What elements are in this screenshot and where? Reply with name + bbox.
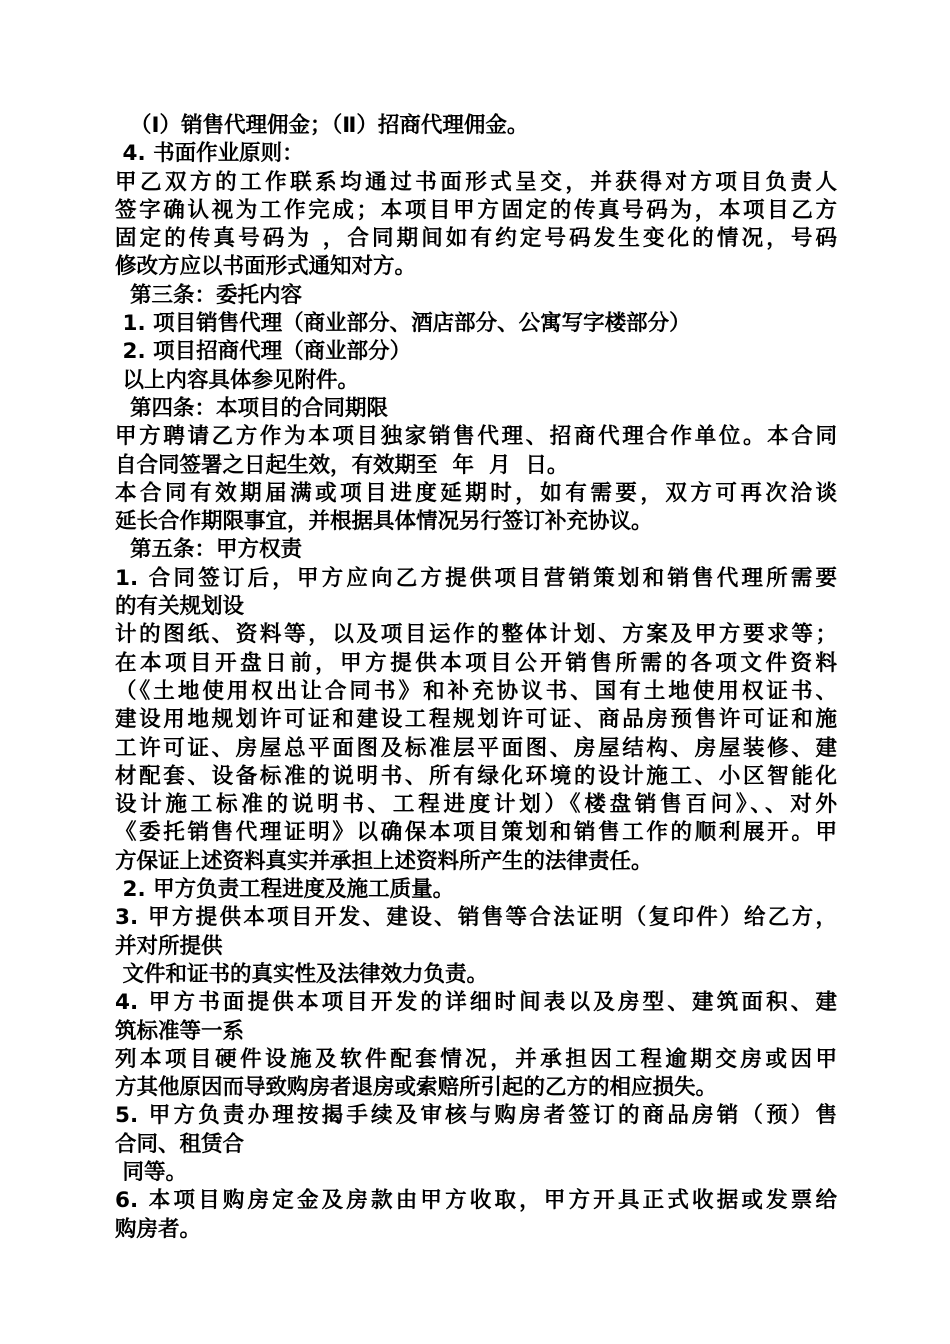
document-line: 购房者。 bbox=[115, 1216, 202, 1242]
document-line: 在本项目开盘日前，甲方提供本项目公开销售所需的各项文件资料 bbox=[115, 650, 837, 676]
document-line: 1. 项目销售代理（商业部分、酒店部分、公寓写字楼部分） bbox=[115, 311, 691, 337]
document-line: 自合同签署之日起生效，有效期至 年 月 日。 bbox=[115, 452, 569, 478]
document-line: 方保证上述资料真实并承担上述资料所产生的法律责任。 bbox=[115, 848, 653, 874]
document-line: 并对所提供 bbox=[115, 933, 223, 959]
document-line: 5. 甲方负责办理按揭手续及审核与购房者签订的商品房销（预）售 bbox=[115, 1103, 837, 1129]
document-line: 甲乙双方的工作联系均通过书面形式呈交，并获得对方项目负责人 bbox=[115, 169, 837, 195]
document-line: 第三条：委托内容 bbox=[115, 282, 302, 308]
document-line: 修改方应以书面形式通知对方。 bbox=[115, 254, 417, 280]
document-line: 列本项目硬件设施及软件配套情况，并承担因工程逾期交房或因甲 bbox=[115, 1046, 837, 1072]
document-line: 甲方聘请乙方作为本项目独家销售代理、招商代理合作单位。本合同 bbox=[115, 424, 837, 450]
document-line: 1. 合同签订后，甲方应向乙方提供项目营销策划和销售代理所需要 bbox=[115, 565, 837, 591]
document-line: 3. 甲方提供本项目开发、建设、销售等合法证明（复印件）给乙方， bbox=[115, 905, 837, 931]
document-body bbox=[115, 112, 837, 1244]
document-line: （Ⅰ）销售代理佣金；（Ⅱ）招商代理佣金。 bbox=[115, 113, 529, 138]
document-line: 筑标准等一系 bbox=[115, 1018, 245, 1044]
document-line: 延长合作期限事宜，并根据具体情况另行签订补充协议。 bbox=[115, 509, 653, 535]
document-line: （《土地使用权出让合同书》和补充协议书、国有土地使用权证书、 bbox=[115, 678, 837, 704]
document-line: 建设用地规划许可证和建设工程规划许可证、商品房预售许可证和施 bbox=[115, 707, 837, 733]
document-line: 4. 甲方书面提供本项目开发的详细时间表以及房型、建筑面积、建 bbox=[115, 990, 837, 1016]
document-line: 6. 本项目购房定金及房款由甲方收取，甲方开具正式收据或发票给 bbox=[115, 1188, 837, 1214]
document-line: 4. 书面作业原则： bbox=[115, 141, 304, 167]
document-line: 固定的传真号码为 ，合同期间如有约定号码发生变化的情况，号码 bbox=[115, 226, 837, 252]
document-line: 同等。 bbox=[115, 1159, 187, 1185]
document-line: 第五条：甲方权责 bbox=[115, 537, 302, 563]
document-line: 第四条：本项目的合同期限 bbox=[115, 395, 388, 421]
document-line: 方其他原因而导致购房者退房或索赔所引起的乙方的相应损失。 bbox=[115, 1075, 718, 1101]
document-line: 文件和证书的真实性及法律效力负责。 bbox=[115, 961, 488, 987]
document-line: 合同、租赁合 bbox=[115, 1131, 245, 1157]
document-line: 2. 项目招商代理（商业部分） bbox=[115, 339, 412, 365]
document-line: 计的图纸、资料等，以及项目运作的整体计划、方案及甲方要求等； bbox=[115, 622, 837, 648]
document-line: 签字确认视为工作完成；本项目甲方固定的传真号码为，本项目乙方 bbox=[115, 197, 837, 223]
document-line: 《委托销售代理证明》以确保本项目策划和销售工作的顺利展开。甲 bbox=[115, 820, 837, 846]
document-line: 以上内容具体参见附件。 bbox=[115, 367, 359, 393]
document-line: 本合同有效期届满或项目进度延期时，如有需要，双方可再次洽谈 bbox=[115, 480, 837, 506]
document-line: 材配套、设备标准的说明书、所有绿化环境的设计施工、小区智能化 bbox=[115, 763, 837, 789]
document-line: 工许可证、房屋总平面图及标准层平面图、房屋结构、房屋装修、建 bbox=[115, 735, 837, 761]
document-line: 2. 甲方负责工程进度及施工质量。 bbox=[115, 877, 455, 903]
document-line: 设计施工标准的说明书、工程进度计划）《楼盘销售百问》、、对外 bbox=[115, 792, 837, 818]
document-line: 的有关规划设 bbox=[115, 594, 245, 620]
